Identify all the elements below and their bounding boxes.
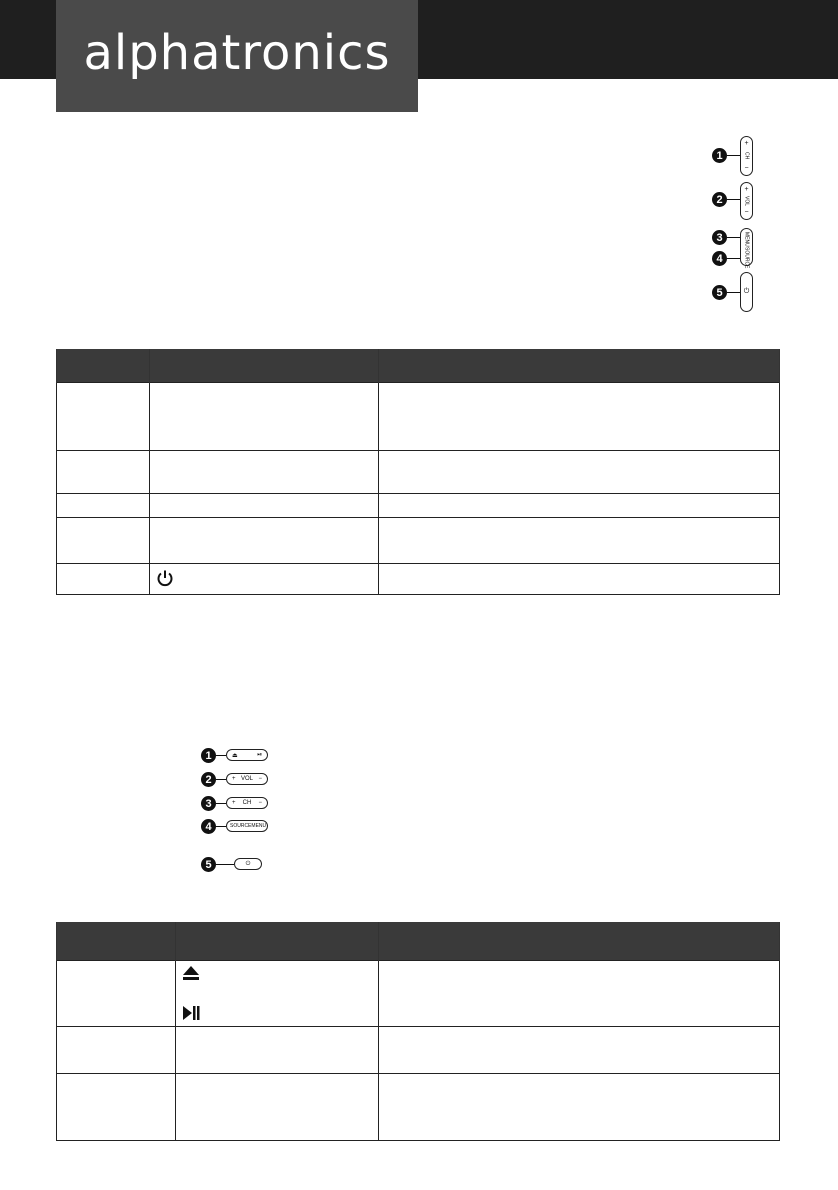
table-header-row: [57, 922, 780, 961]
callout-1: 1: [712, 148, 727, 163]
table-row: [57, 1027, 780, 1074]
leader-line: [727, 199, 740, 200]
menu-source-buttons: MENU SOURCE: [740, 228, 753, 266]
callout-1: 1: [201, 748, 216, 763]
front-ch-rocker: + CH −: [226, 797, 268, 809]
eject-play-buttons: [226, 749, 268, 761]
eject-icon: ⏏: [232, 752, 238, 759]
power-icon: [156, 569, 174, 587]
side-buttons-table: [56, 349, 780, 595]
table-row: [57, 494, 780, 518]
table-header-cell: [57, 922, 176, 961]
callout-5: 5: [712, 285, 727, 300]
leader-line: [727, 155, 740, 156]
table-header-cell: [150, 349, 379, 383]
ch-rocker: + CH −: [740, 136, 753, 176]
callout-3: 3: [712, 230, 727, 245]
power-icon: ⏻: [743, 288, 750, 295]
leader-line: [216, 779, 226, 780]
callout-5: 5: [201, 857, 216, 872]
front-buttons-table: [56, 922, 780, 1141]
logo-text: alphatronics: [83, 25, 391, 81]
callout-4: 4: [712, 251, 727, 266]
leader-line: [216, 826, 226, 827]
vol-rocker: + VOL −: [740, 182, 753, 220]
front-source-menu-buttons: SOURCE MENU: [226, 820, 268, 832]
leader-line: [216, 864, 234, 865]
callout-2: 2: [201, 772, 216, 787]
power-icon: ⏻: [245, 860, 251, 867]
table-row: [57, 1074, 780, 1141]
table-row: [57, 518, 780, 564]
callout-3: 3: [201, 796, 216, 811]
callout-2: 2: [712, 192, 727, 207]
play-pause-icon: [182, 1005, 200, 1021]
eject-icon: [182, 965, 200, 981]
table-row: [57, 961, 780, 1027]
table-header-cell: [176, 922, 379, 961]
callout-4: 4: [201, 819, 216, 834]
leader-line: [727, 292, 740, 293]
table-row: [57, 383, 780, 451]
table-header-cell: [379, 922, 780, 961]
front-vol-rocker: + VOL −: [226, 773, 268, 785]
leader-line: [216, 755, 226, 756]
table-header-row: [57, 349, 780, 383]
front-power-button: [234, 858, 262, 870]
table-header-cell: [379, 349, 780, 383]
table-header-cell: [57, 349, 150, 383]
brand-logo: [56, 0, 418, 112]
table-row: [57, 564, 780, 595]
leader-line: [727, 258, 740, 259]
play-pause-icon: ⏯: [257, 751, 262, 758]
side-power-button: [740, 272, 753, 312]
leader-line: [216, 803, 226, 804]
leader-line: [727, 237, 740, 238]
table-row: [57, 451, 780, 494]
